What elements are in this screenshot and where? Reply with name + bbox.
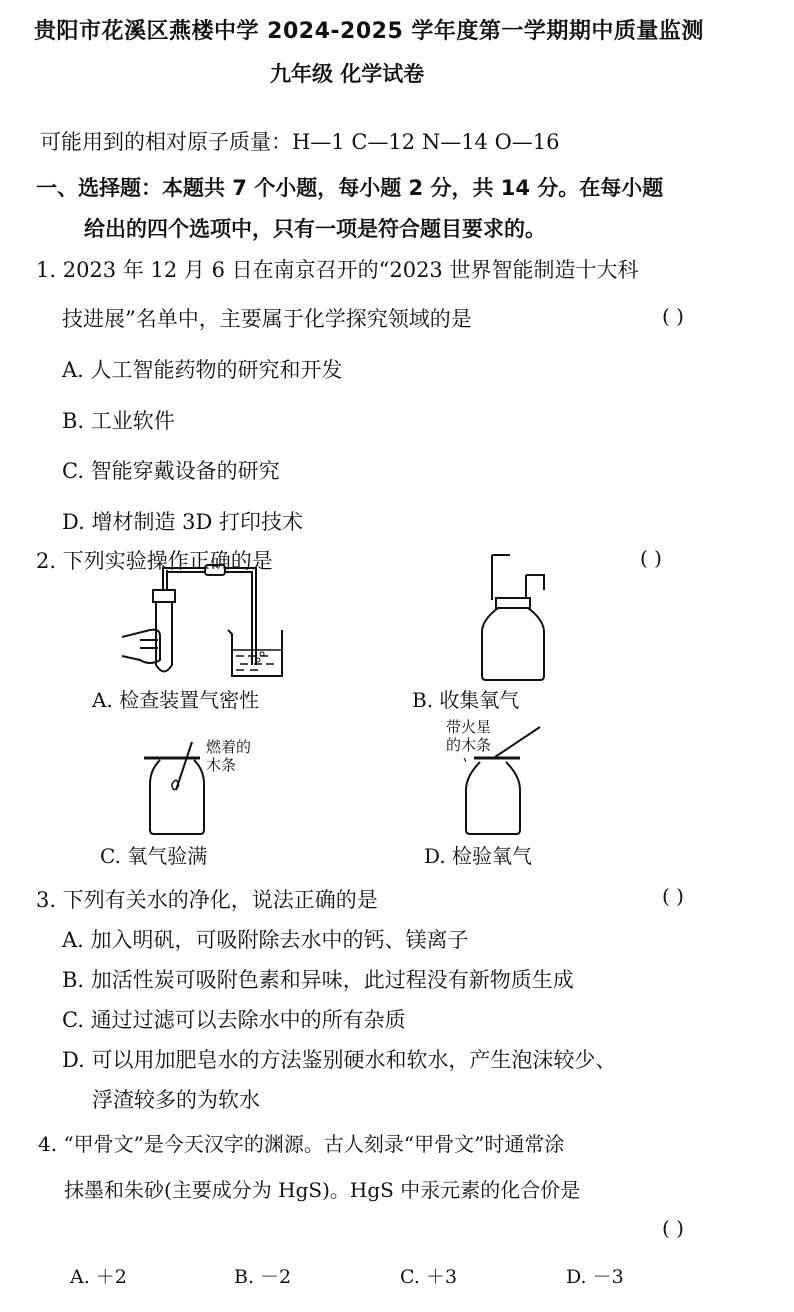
section-heading-line2: 给出的四个选项中，只有一项是符合题目要求的。	[84, 217, 546, 241]
q3-option-a: A. 加入明矾，可吸附除去水中的钙、镁离子	[62, 928, 469, 952]
q2-answer-paren: ( )	[640, 546, 662, 570]
q4-stem-line1: 4. “甲骨文”是今天汉字的渊源。古人刻录“甲骨文”时通常涂	[38, 1132, 565, 1156]
q3-stem: 3. 下列有关水的净化，说法正确的是	[36, 888, 378, 912]
q2-stem: 2. 下列实验操作正确的是	[36, 549, 273, 573]
q2-caption-b: B. 收集氧气	[412, 688, 520, 712]
q3-option-c: C. 通过过滤可以去除水中的所有杂质	[62, 1008, 406, 1032]
figure-b-bottle	[482, 555, 544, 680]
q2-label-d-line2: 的木条	[446, 736, 492, 754]
q1-option-b: B. 工业软件	[62, 409, 175, 433]
q2-label-c-line2: 木条	[206, 756, 237, 774]
q4-option-c: C. ＋3	[400, 1266, 458, 1288]
q3-option-d-line2: 浮渣较多的为软水	[92, 1088, 260, 1112]
q4-stem-line2: 抹墨和朱砂(主要成分为 HgS)。HgS 中汞元素的化合价是	[64, 1178, 581, 1202]
q1-stem-line1: 1. 2023 年 12 月 6 日在南京召开的“2023 世界智能制造十大科	[36, 258, 639, 282]
q2-caption-c: C. 氧气验满	[100, 844, 208, 868]
figure-a-test-tube	[122, 565, 256, 672]
hand-icon	[122, 630, 160, 663]
q3-option-b: B. 加活性炭可吸附色素和异味，此过程没有新物质生成	[62, 968, 574, 992]
q3-option-d-line1: D. 可以用加肥皂水的方法鉴别硬水和软水，产生泡沫较少、	[62, 1048, 617, 1072]
q1-option-c: C. 智能穿戴设备的研究	[62, 459, 280, 483]
q1-option-a: A. 人工智能药物的研究和开发	[62, 358, 343, 382]
q2-label-c-line1: 燃着的	[206, 738, 252, 756]
q1-answer-paren: ( )	[662, 304, 684, 328]
q1-stem-line2: 技进展”名单中，主要属于化学探究领域的是	[62, 307, 472, 331]
q2-caption-a: A. 检查装置气密性	[92, 688, 260, 712]
q2-label-d-line1: 带火星	[446, 718, 492, 736]
section-heading-line1: 一、选择题：本题共 7 个小题，每小题 2 分，共 14 分。在每小题	[36, 176, 664, 200]
q4-option-b: B. －2	[234, 1266, 292, 1288]
q4-answer-paren: ( )	[662, 1216, 684, 1240]
atomic-masses: 可能用到的相对原子质量：H—1 C—12 N—14 O—16	[40, 130, 560, 154]
figure-c-bottle	[144, 742, 204, 834]
exam-title: 贵阳市花溪区燕楼中学 2024-2025 学年度第一学期期中质量监测	[34, 19, 704, 44]
q4-option-d: D. －3	[566, 1266, 624, 1288]
q3-answer-paren: ( )	[662, 884, 684, 908]
q4-option-a: A. ＋2	[70, 1266, 127, 1288]
q1-option-d: D. 增材制造 3D 打印技术	[62, 510, 303, 534]
q2-caption-d: D. 检验氧气	[424, 844, 533, 868]
exam-subtitle: 九年级 化学试卷	[270, 62, 425, 86]
